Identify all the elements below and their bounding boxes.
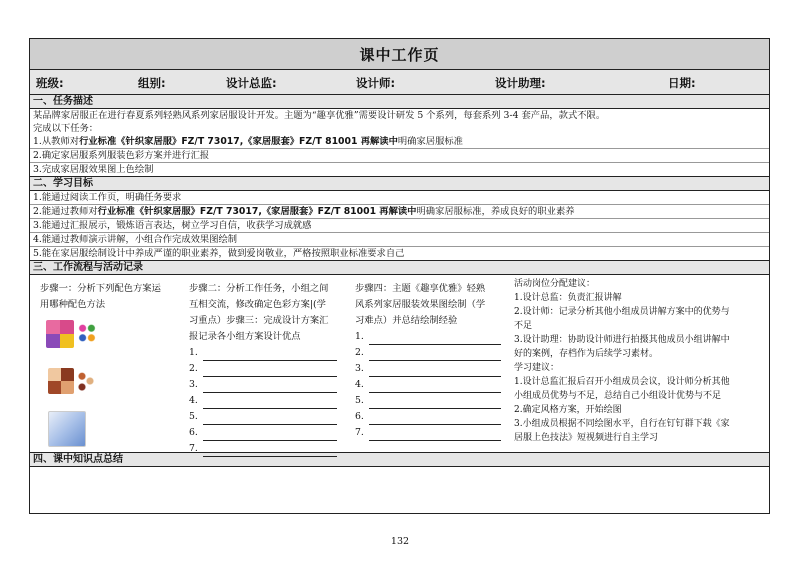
workflow-area xyxy=(30,275,769,453)
blank-line: 3. xyxy=(189,377,349,393)
section-goals-heading: 二、学习目标 xyxy=(30,177,769,191)
task-intro: 某品牌家居服正在进行春夏系列轻熟风系列家居服设计开发。主题为“趣享优雅”需要设计研发 5 个系列，每套系列 3-4 套产品，款式不限。 xyxy=(33,110,606,121)
label-design-director: 设计总监: xyxy=(226,76,277,90)
blank-line: 5. xyxy=(189,409,349,425)
palette-dots-2 xyxy=(76,369,96,393)
blank-input[interactable] xyxy=(369,333,501,345)
blank-line: 4. xyxy=(189,393,349,409)
blank-input[interactable] xyxy=(369,349,501,361)
color-scheme-image-2 xyxy=(48,368,74,394)
task-item-3: 3.完成家居服效果图上色绘制 xyxy=(30,163,769,177)
goal-5: 5.能在家居服绘制设计中养成严谨的职业素养，做到爱岗敬业，严格按照职业标准要求自己 xyxy=(30,247,769,261)
blank-line: 6. xyxy=(189,425,349,441)
label-date: 日期: xyxy=(668,76,696,90)
goal-1: 1.能通过阅读工作页，明确任务要求 xyxy=(30,191,769,205)
goal-3: 3.能通过汇报展示，锻炼语言表达，树立学习自信，收获学习成就感 xyxy=(30,219,769,233)
blank-input[interactable] xyxy=(369,429,501,441)
worksheet xyxy=(29,38,770,514)
page-title: 课中工作页 xyxy=(30,39,769,70)
blank-line: 4. xyxy=(355,377,515,393)
palette-dots-1 xyxy=(76,321,98,345)
blank-input[interactable] xyxy=(203,365,337,377)
step-4: 步骤四：主题《趣享优雅》轻熟 风系列家居服装效果图绘制（学 习难点）并总结绘制经验 1. 2. 3. 4. 5. 6. 7. xyxy=(355,281,515,441)
label-class: 班级: xyxy=(36,76,64,90)
blank-input[interactable] xyxy=(203,381,337,393)
blank-input[interactable] xyxy=(203,429,337,441)
step-1: 步骤一：分析下列配色方案运 用哪种配色方法 xyxy=(40,283,161,310)
blank-line: 5. xyxy=(355,393,515,409)
blank-line: 3. xyxy=(355,361,515,377)
blank-input[interactable] xyxy=(369,413,501,425)
blank-input[interactable] xyxy=(369,397,501,409)
section-task-heading: 一、任务描述 xyxy=(30,95,769,109)
blank-input[interactable] xyxy=(203,397,337,409)
blank-line: 7. xyxy=(189,441,349,457)
goal-4: 4.能通过教师演示讲解，小组合作完成效果图绘制 xyxy=(30,233,769,247)
blank-line: 2. xyxy=(189,361,349,377)
blank-input[interactable] xyxy=(203,349,337,361)
blank-line: 6. xyxy=(355,409,515,425)
blank-input[interactable] xyxy=(203,445,337,457)
label-designer: 设计师: xyxy=(356,76,396,90)
summary-area[interactable] xyxy=(30,467,769,503)
label-group: 组别: xyxy=(138,76,166,90)
goal-2: 2.能通过教师对行业标准《针织家居服》FZ/T 73017,《家居服套》FZ/T 81001 再解读中明确家居服标准，养成良好的职业素养 xyxy=(30,205,769,219)
blank-input[interactable] xyxy=(369,365,501,377)
blank-line: 2. xyxy=(355,345,515,361)
section-workflow-heading: 三、工作流程与活动记录 xyxy=(30,261,769,275)
label-design-assistant: 设计助理: xyxy=(495,76,546,90)
section-summary-heading: 四、课中知识点总结 xyxy=(30,453,769,467)
blank-input[interactable] xyxy=(203,413,337,425)
step-2-3: 步骤二：分析工作任务，小组之间 互相交流，修改确定色彩方案|(学 习重点）步骤三：完成设计方案汇 报记录各小组方案设计优点 1. 2. 3. 4. 5. 6. 7. xyxy=(189,281,349,457)
blank-line: 7. xyxy=(355,425,515,441)
task-item-2: 2.确定家居服系列服装色彩方案并进行汇报 xyxy=(30,149,769,163)
info-row xyxy=(30,70,769,95)
blank-line: 1. xyxy=(355,329,515,345)
color-scheme-image-3 xyxy=(48,411,86,447)
page-number: 132 xyxy=(390,536,410,547)
task-lead: 完成以下任务： xyxy=(33,123,99,134)
role-suggestions: 活动岗位分配建议： 1.设计总监：负责汇报讲解 2.设计师：记录分析其他小组成员讲解方案中的优势与 不足 3.设计助理：协助设计师进行拍摄其他成员小组讲解中 好的案例，存档作为后续学习素材。 学习建议： 1.设计总监汇报后召开小组成员会议，设计师分析其他 小组成员优势与不足，总结自己小组设计优势与不足 2.确定风格方案，开始绘图 3.小组成员根据不同绘图水平，自行在钉钉群下载《家 居服上色技法》短视频进行自主学习 xyxy=(514,279,730,443)
task-item-1: 1.从教师对行业标准《针织家居服》FZ/T 73017,《家居服套》FZ/T 81001 再解读中明确家居服标准 xyxy=(30,135,769,149)
blank-input[interactable] xyxy=(369,381,501,393)
color-scheme-image-1 xyxy=(46,320,74,348)
blank-line: 1. xyxy=(189,345,349,361)
